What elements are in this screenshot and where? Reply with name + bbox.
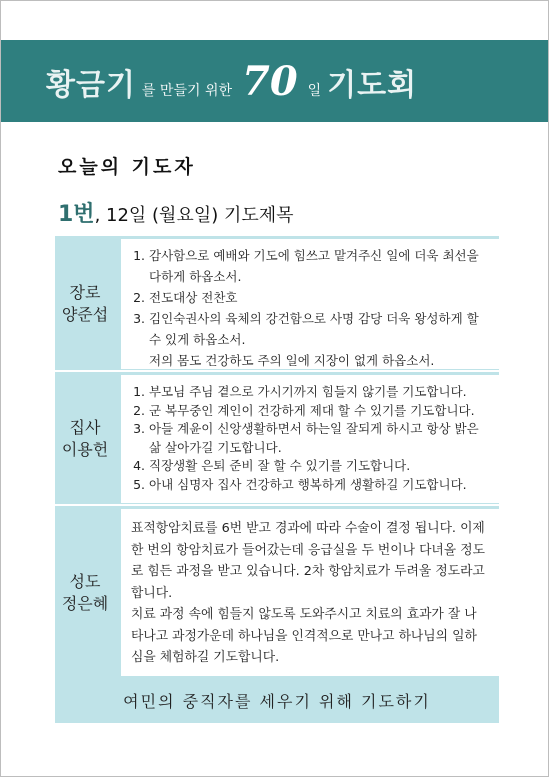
footer-banner: 여민의 중직자를 세우기 위해 기도하기 [55, 677, 499, 723]
paragraph: 표적항암치료를 6번 받고 경과에 따라 수술이 결정 됩니다. 이제 한 번의 항암치료가 들어갔는데 응급실을 두 번이나 다녀올 정도로 힘든 과정을 받고 있습니다. 2차 항암치료가 두려울 정도라고 합니다. [131, 521, 485, 601]
header-banner [1, 40, 548, 122]
banner-number: 70 [242, 58, 298, 105]
banner-text-day: 일 [307, 83, 322, 99]
list-item: 2. 군 복무중인 계인이 건강하게 제대 할 수 있기를 기도합니다. [149, 402, 487, 421]
person-role: 성도 [69, 571, 101, 591]
person-role: 집사 [69, 418, 101, 437]
person-name: 양준섭 [61, 305, 109, 324]
prayer-card-member [55, 504, 499, 679]
card-person [55, 506, 115, 679]
list-item: 3. 아들 계윤이 신앙생활하면서 하는일 잘되게 하시고 항상 밝은 삶 살아가길 기도합니다. [149, 420, 487, 457]
card-content [118, 372, 499, 506]
person-role: 장로 [69, 283, 101, 302]
list-item: 3. 김인숙권사의 육체의 강건함으로 사명 감당 더욱 왕성하게 할 수 있게 하옵소서. [149, 308, 487, 350]
date-rest: , 12일 (월요일) 기도제목 [94, 205, 294, 226]
card-content [118, 236, 499, 372]
prayer-list [131, 383, 487, 494]
list-item: 5. 아내 심명자 집사 건강하고 행복하게 생활하길 기도합니다. [149, 476, 487, 495]
paragraph: 치료 과정 속에 힘들지 않도록 도와주시고 치료의 효과가 잘 나타나고 과정가운데 하나님을 인격적으로 만나고 하나님의 일하심을 체험하길 기도합니다. [131, 607, 477, 665]
person-name: 이용헌 [61, 440, 109, 459]
prayer-list [131, 245, 487, 350]
today-prayers-heading: 오늘의 기도자 [58, 156, 196, 178]
list-item: 2. 전도대상 전찬호 [149, 287, 487, 308]
person-name: 정은혜 [61, 593, 109, 613]
banner-title [46, 58, 417, 105]
extra-line: 저의 몸도 건강하도 주의 일에 지장이 없게 하옵소서. [149, 353, 435, 368]
card-person [55, 372, 115, 506]
list-item: 4. 직장생활 은퇴 준비 잘 할 수 있기를 기도합니다. [149, 457, 487, 476]
card-content [118, 506, 499, 679]
prayer-card-deacon [55, 370, 499, 506]
date-number: 1번 [58, 202, 95, 227]
prayer-card-elder [55, 234, 499, 372]
banner-word-golden: 황금기 [46, 68, 136, 103]
card-person [55, 236, 115, 372]
list-item: 1. 부모님 주님 곁으로 가시기까지 힘들지 않기를 기도합니다. [149, 383, 487, 402]
banner-word-prayer: 기도회 [327, 68, 418, 103]
list-item: 1. 감사함으로 예배와 기도에 힘쓰고 맡겨주신 일에 더욱 최선을 다하게 하옵소서. [149, 245, 487, 287]
date-line [58, 197, 294, 228]
banner-text-to-make: 를 만들기 위한 [141, 83, 232, 99]
